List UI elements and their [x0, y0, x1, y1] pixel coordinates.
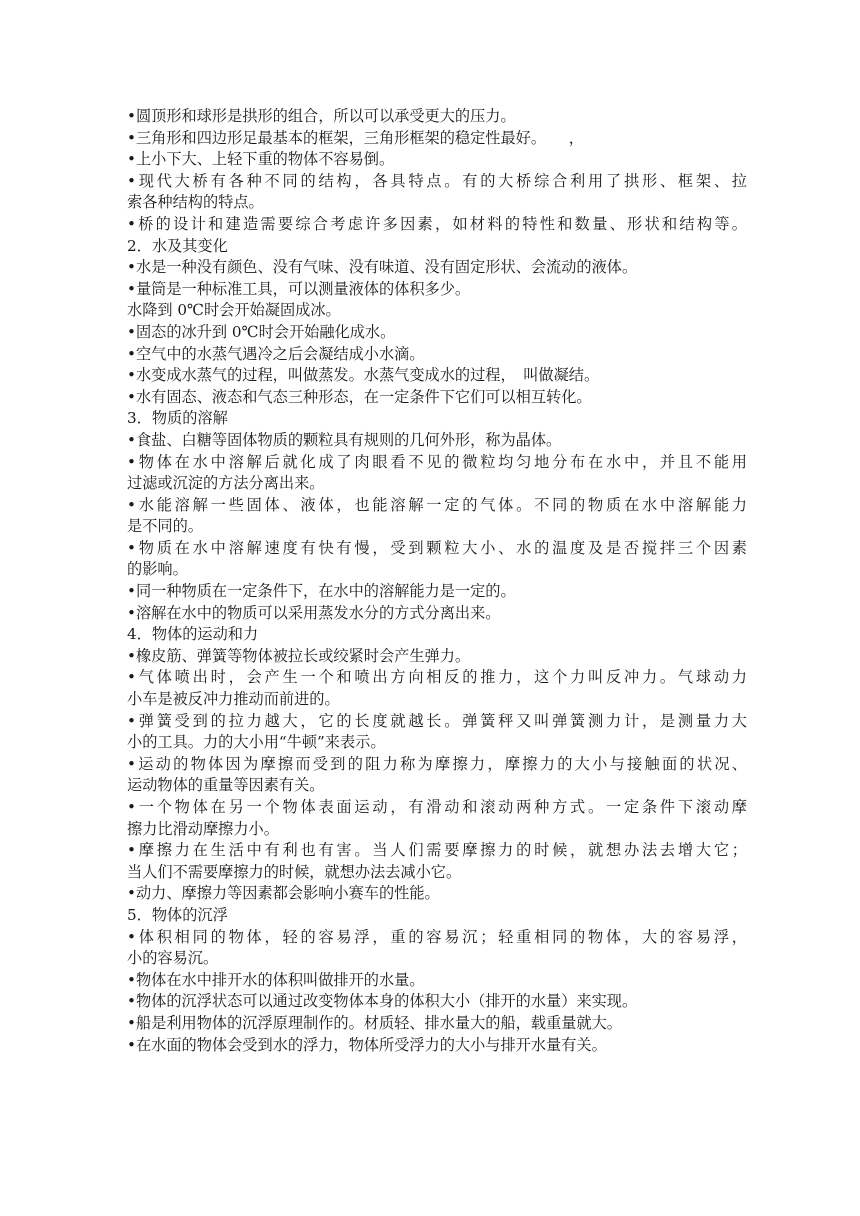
section-heading: 4．物体的运动和力	[127, 625, 259, 644]
text-line: •运动的物体因为摩擦而受到的阻力称为摩擦力，摩擦力的大小与接触面的状况、	[127, 754, 747, 773]
section-heading: 5．物体的沉浮	[127, 905, 228, 924]
text-line: •固态的冰升到 0℃时会开始融化成水。	[127, 322, 396, 341]
text-line: 运动物体的重量等因素有关。	[127, 776, 325, 795]
text-line: •气体喷出时，会产生一个和喷出方向相反的推力，这个力叫反冲力。气球动力	[127, 668, 747, 687]
text-line: •船是利用物体的沉浮原理制作的。材质轻、排水量大的船，载重量就大。	[127, 1013, 622, 1032]
text-line: •水能溶解一些固体、液体，也能溶解一定的气体。不同的物质在水中溶解能力	[127, 495, 747, 514]
text-line: 小的工具。力的大小用“牛顿”来表示。	[127, 733, 386, 752]
text-line: •物体的沉浮状态可以通过改变物体本身的体积大小（排开的水量）来实现。	[127, 992, 638, 1011]
text-line: •同一种物质在一定条件下，在水中的溶解能力是一定的。	[127, 582, 516, 601]
text-line: •水是一种没有颜色、没有气味、没有味道、没有固定形状、会流动的液体。	[127, 258, 638, 277]
text-line: •量筒是一种标准工具，可以测量液体的体积多少。	[127, 279, 471, 298]
text-line: •三角形和四边形足最基本的框架，三角形框架的稳定性最好。 ，	[127, 128, 584, 147]
text-line: •摩擦力在生活中有利也有害。当人们需要摩擦力的时候，就想办法去增大它；	[127, 841, 747, 860]
text-line: •橡皮筋、弹簧等物体被拉长或绞紧时会产生弹力。	[127, 646, 471, 665]
text-line: •动力、摩擦力等因素都会影响小赛车的性能。	[127, 884, 440, 903]
document-body	[127, 106, 747, 1056]
text-line: •物体在水中排开水的体积叫做排开的水量。	[127, 970, 425, 989]
text-line: •圆顶形和球形是拱形的组合，所以可以承受更大的压力。	[127, 107, 516, 125]
text-line: 当人们不需要摩擦力的时候，就想办法去减小它。	[127, 862, 462, 881]
text-line: 是不同的。	[127, 517, 203, 536]
text-line: •现代大桥有各种不同的结构，各具特点。有的大桥综合利用了拱形、框架、拉	[127, 171, 747, 190]
text-line: •桥的设计和建造需要综合考虑许多因素，如材料的特性和数量、形状和结构等。	[127, 214, 747, 233]
text-line: •食盐、白糖等固体物质的颗粒具有规则的几何外形，称为晶体。	[127, 430, 562, 449]
text-line: •水变成水蒸气的过程，叫做蒸发。水蒸气变成水的过程， 叫做凝结。	[127, 366, 600, 385]
text-line: 小车是被反冲力推动而前进的。	[127, 690, 340, 709]
text-line: 的影响。	[127, 560, 188, 579]
text-line: •物质在水中溶解速度有快有慢，受到颗粒大小、水的温度及是否搅拌三个因素	[127, 538, 747, 557]
text-line: •水有固态、液态和气态三种形态，在一定条件下它们可以相互转化。	[127, 387, 592, 406]
text-line: •溶解在水中的物质可以采用蒸发水分的方式分离出来。	[127, 603, 501, 622]
text-line: 水降到 0℃时会开始凝固成冰。	[127, 301, 341, 320]
text-line: •弹簧受到的拉力越大，它的长度就越长。弹簧秤又叫弹簧测力计，是测量力大	[127, 711, 747, 730]
text-line: •一个物体在另一个物体表面运动，有滑动和滚动两种方式。一定条件下滚动摩	[127, 798, 747, 816]
text-line: •物体在水中溶解后就化成了肉眼看不见的微粒均匀地分布在水中，并且不能用	[127, 452, 747, 471]
section-heading: 3．物质的溶解	[127, 409, 228, 428]
text-line: 索各种结构的特点。	[127, 193, 264, 212]
section-heading: 2．水及其变化	[127, 236, 228, 255]
text-line: 过滤或沉淀的方法分离出来。	[127, 474, 325, 493]
text-line: •上小下大、上轻下重的物体不容易倒。	[127, 150, 395, 169]
text-line: •空气中的水蒸气遇冷之后会凝结成小水滴。	[127, 344, 425, 363]
text-line: •体积相同的物体，轻的容易浮，重的容易沉；轻重相同的物体，大的容易浮，	[127, 927, 747, 946]
text-line: 小的容易沉。	[127, 949, 219, 968]
text-line: •在水面的物体会受到水的浮力，物体所受浮力的大小与排开水量有关。	[127, 1035, 607, 1054]
text-line: 擦力比滑动摩擦力小。	[127, 819, 279, 838]
